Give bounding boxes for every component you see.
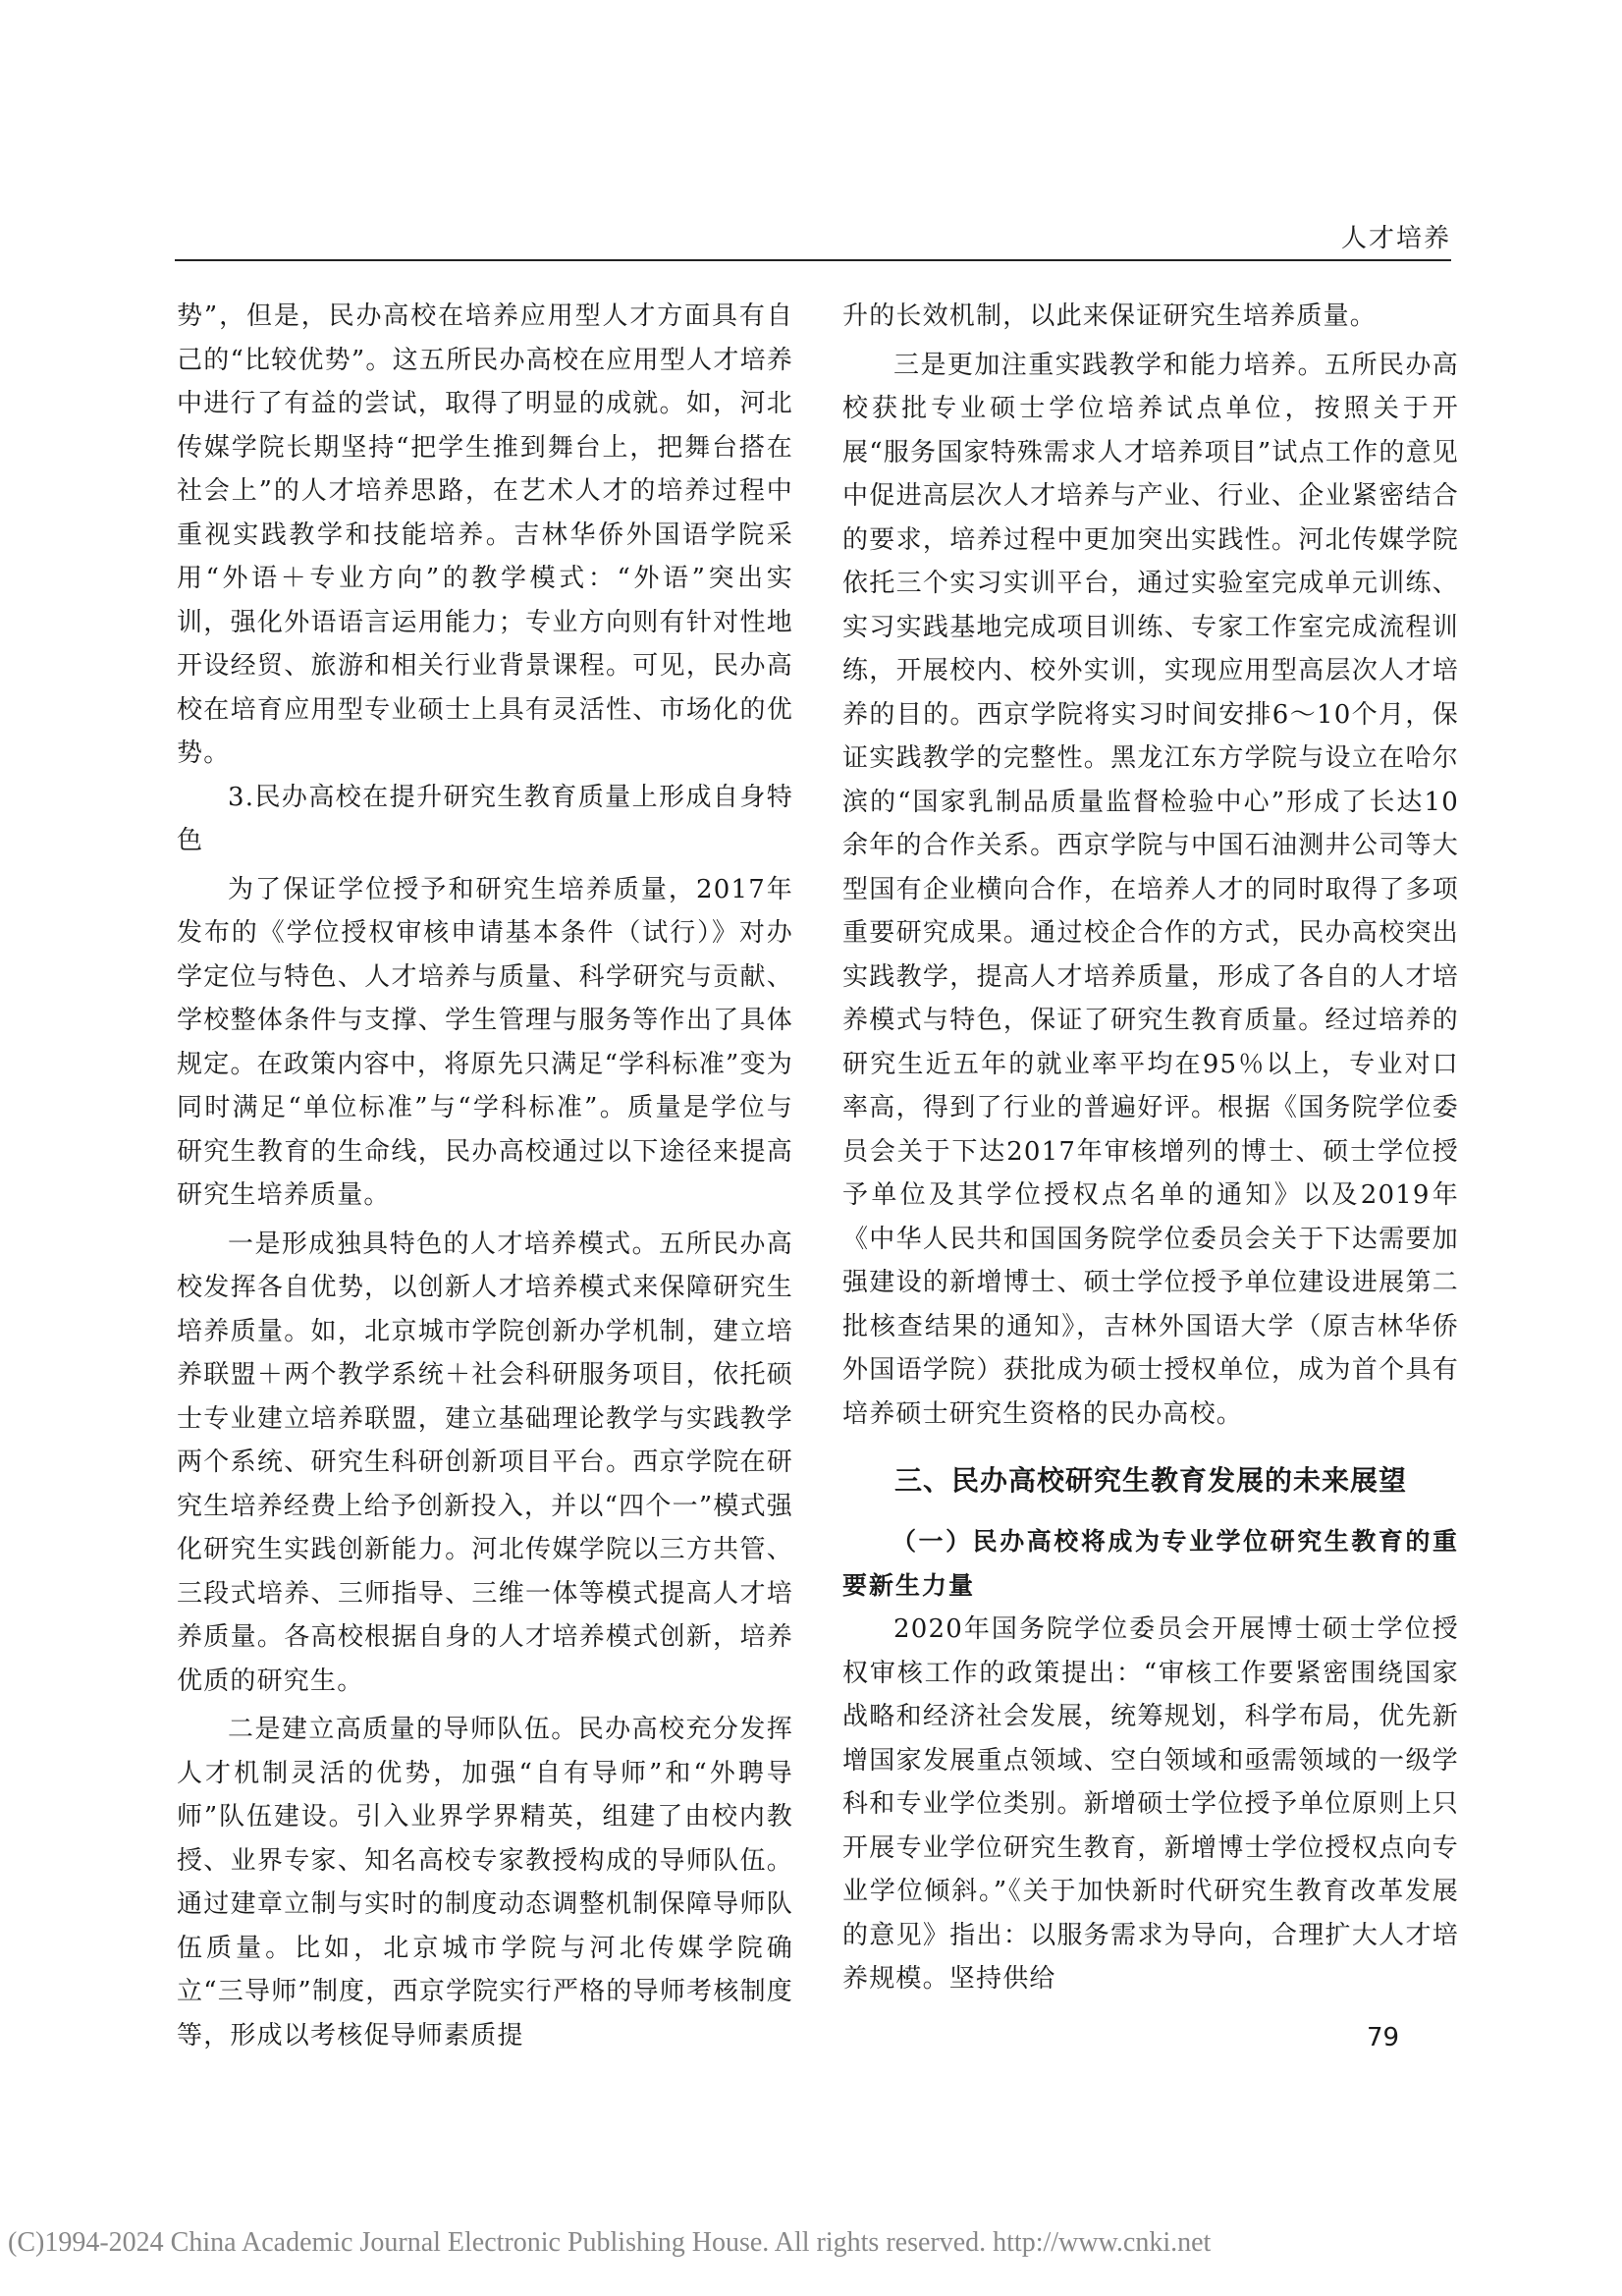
paragraph: 2020年国务院学位委员会开展博士硕士学位授权审核工作的政策提出：“审核工作要紧密围绕国家战略和经济社会发展，统筹规划，科学布局，优先新增国家发展重点领域、空白领域和亟需领域的一级学科和专业学位类别。新增硕士学位授予单位原则上只开展专业学位研究生教育，新增博士学位授权点向专业学位倾斜。”《关于加快新时代研究生教育改革发展的意见》指出：以服务需求为导向，合理扩大人才培养规模。坚持供给 [842, 1614, 1459, 1994]
section-heading: 三、民办高校研究生教育发展的未来展望 [893, 1464, 1407, 1497]
subheading-3: 3.民办高校在提升研究生教育质量上形成自身特色 [177, 782, 793, 855]
paragraph: 二是建立高质量的导师队伍。民办高校充分发挥人才机制灵活的优势，加强“自有导师”和“外聘导师”队伍建设。引入业界学界精英，组建了由校内教授、业界专家、知名高校专家教授构成的导师队伍。通过建章立制与实时的制度动态调整机制保障导师队伍质量。比如，北京城市学院与河北传媒学院确立“三导师”制度，西京学院实行严格的导师考核制度等，形成以考核促导师素质提 [177, 1715, 793, 2050]
running-header [175, 214, 1451, 261]
paragraph: 升的长效机制，以此来保证研究生培养质量。 [842, 301, 1378, 331]
paragraph: 三是更加注重实践教学和能力培养。五所民办高校获批专业硕士学位培养试点单位，按照关于开展“服务国家特殊需求人才培养项目”试点工作的意见中促进高层次人才培养与产业、行业、企业紧密结合的要求，培养过程中更加突出实践性。河北传媒学院依托三个实习实训平台，通过实验室完成单元训练、实习实践基地完成项目训练、专家工作室完成流程训练，开展校内、校外实训，实现应用型高层次人才培养的目的。西京学院将实习时间安排6～10个月，保证实践教学的完整性。黑龙江东方学院与设立在哈尔滨的“国家乳制品质量监督检验中心”形成了长达10余年的合作关系。西京学院与中国石油测井公司等大型国有企业横向合作，在培养人才的同时取得了多项重要研究成果。通过校企合作的方式，民办高校突出实践教学，提高人才培养质量，形成了各自的人才培养模式与特色，保证了研究生教育质量。经过培养的研究生近五年的就业率平均在95％以上，专业对口率高，得到了行业的普遍好评。根据《国务院学位委员会关于下达2017年审核增列的博士、硕士学位授予单位及其学位授权点名单的通知》以及2019年《中华人民共和国国务院学位委员会关于下达需要加强建设的新增博士、硕士学位授予单位建设进展第二批核查结果的通知》，吉林外国语大学（原吉林华侨外国语学院）获批成为硕士授权单位，成为首个具有培养硕士研究生资格的民办高校。 [842, 350, 1459, 1429]
page-number: 79 [1367, 2023, 1400, 2052]
paragraph: 一是形成独具特色的人才培养模式。五所民办高校发挥各自优势，以创新人才培养模式来保障研究生培养质量。如，北京城市学院创新办学机制，建立培养联盟＋两个教学系统＋社会科研服务项目，依托硕士专业建立培养联盟，建立基础理论教学与实践教学两个系统、研究生科研创新项目平台。西京学院在研究生培养经费上给予创新投入，并以“四个一”模式强化研究生实践创新能力。河北传媒学院以三方共管、三段式培养、三师指导、三维一体等模式提高人才培养质量。各高校根据自身的人才培养模式创新，培养优质的研究生。 [177, 1229, 793, 1696]
copyright-footer: (C)1994-2024 China Academic Journal Electronic Publishing House. All rights reserved. http://www.cnki.net [8, 2227, 1212, 2258]
subsection-heading: （一）民办高校将成为专业学位研究生教育的重要新生力量 [842, 1527, 1459, 1600]
paragraph: 势”，但是，民办高校在培养应用型人才方面具有自己的“比较优势”。这五所民办高校在应用型人才培养中进行了有益的尝试，取得了明显的成就。如，河北传媒学院长期坚持“把学生推到舞台上，把舞台搭在社会上”的人才培养思路，在艺术人才的培养过程中重视实践教学和技能培养。吉林华侨外国语学院采用“外语＋专业方向”的教学模式：“外语”突出实训，强化外语语言运用能力；专业方向则有针对性地开设经贸、旅游和相关行业背景课程。可见，民办高校在培育应用型专业硕士上具有灵活性、市场化的优势。 [177, 301, 793, 768]
right-column [842, 295, 1459, 2001]
left-column [177, 295, 793, 2057]
paragraph: 为了保证学位授予和研究生培养质量，2017年发布的《学位授权审核申请基本条件（试行）》对办学定位与特色、人才培养与质量、科学研究与贡献、学校整体条件与支撑、学生管理与服务等作出了具体规定。在政策内容中，将原先只满足“学科标准”变为同时满足“单位标准”与“学科标准”。质量是学位与研究生教育的生命线，民办高校通过以下途径来提高研究生培养质量。 [177, 874, 793, 1210]
running-title: 人才培养 [1340, 224, 1451, 253]
